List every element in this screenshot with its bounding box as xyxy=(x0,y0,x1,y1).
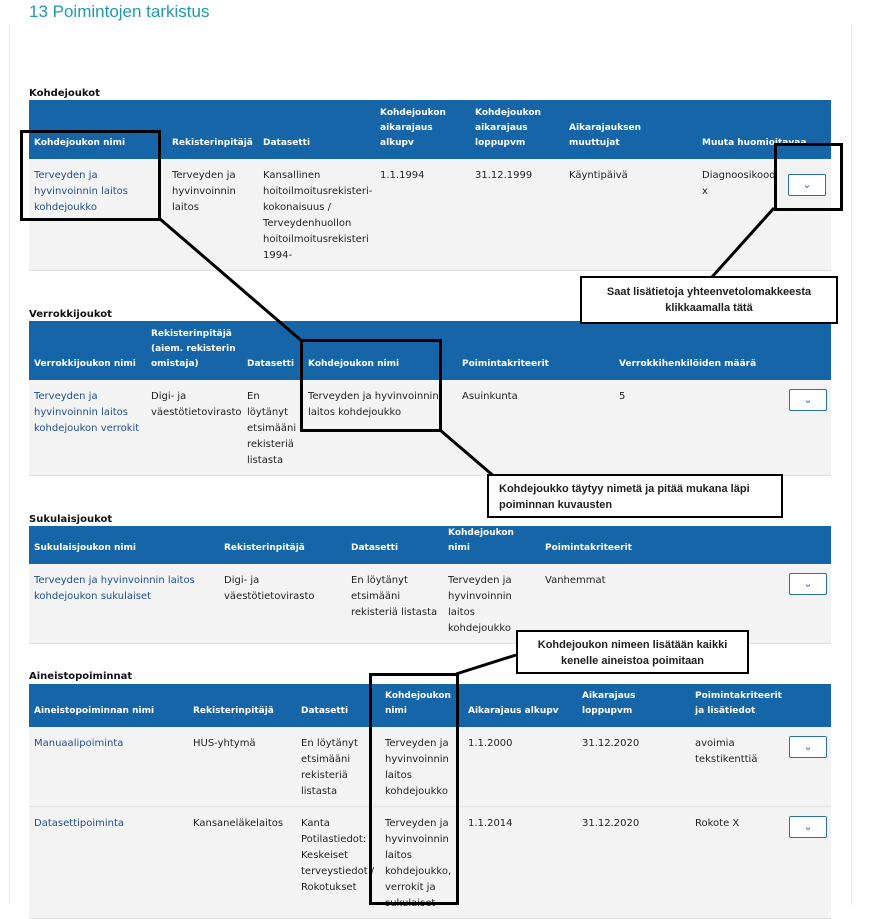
aineistopoiminta-name-link[interactable]: Datasettipoiminta xyxy=(29,807,188,919)
cell: En löytänyt etsimääni rekisteriä listasta xyxy=(296,727,380,807)
cell: 5 xyxy=(614,380,772,476)
col-header: Poimintakriteerit xyxy=(457,321,614,380)
cell: 31.12.2020 xyxy=(577,807,690,919)
col-header: Datasetti xyxy=(258,100,375,159)
annotation-note: Kohdejoukko täytyy nimetä ja pitää mukana läpi poiminnan kuvausten xyxy=(487,474,783,518)
col-header: Poimintakriteerit xyxy=(540,526,772,564)
highlight-box-kohdejoukon-nimi xyxy=(20,130,161,221)
col-header: Verrokkijoukon nimi xyxy=(29,321,146,380)
col-header: Kohdejoukon aikarajaus alkupv xyxy=(375,100,470,159)
col-header: Datasetti xyxy=(346,526,443,564)
cell: Vanhemmat xyxy=(540,564,772,644)
cell: 1.1.2000 xyxy=(463,727,577,807)
connector-line xyxy=(160,219,303,342)
kohdejoukko-name-link[interactable]: Terveyden ja hyvinvoinnin laitos kohdejoukko xyxy=(29,159,167,271)
cell: Terveyden ja hyvinvoinnin laitos kohdejoukko xyxy=(443,564,540,644)
cell: 31.12.2020 xyxy=(577,727,690,807)
col-header: Kohdejoukon nimi xyxy=(29,100,167,159)
col-header: Rekisterinpitäjä (aiem. rekisterin omistaja) xyxy=(146,321,242,380)
cell: Terveyden ja hyvinvoinnin laitos kohdejoukko xyxy=(380,727,463,807)
col-header: Kohdejoukon nimi xyxy=(303,321,457,380)
cell: Asuinkunta xyxy=(457,380,614,476)
col-header: Poimintakriteerit ja lisätiedot xyxy=(690,684,774,727)
col-header: Kohdejoukon nimi xyxy=(443,526,540,564)
cell-text: Diagnoosikood x xyxy=(702,170,776,197)
cell: En löytänyt etsimääni rekisteriä listasta xyxy=(346,564,443,644)
chevron-down-icon: ⌄ xyxy=(803,577,813,590)
cell: Terveyden ja hyvinvoinnin laitos kohdejoukko xyxy=(303,380,457,476)
cell: Digi- ja väestötietovirasto xyxy=(146,380,242,476)
page-title: 13 Poimintojen tarkistus xyxy=(29,2,210,21)
chevron-down-icon: ⌄ xyxy=(803,740,813,753)
col-header: Datasetti xyxy=(296,684,380,727)
col-header: Verrokkihenkilöiden määrä xyxy=(614,321,772,380)
section-title-verrokkijoukot: Verrokkijoukot xyxy=(29,309,112,320)
annotation-note: Kohdejoukon nimeen lisätään kaikki kenelle aineistoa poimitaan xyxy=(516,630,749,674)
highlight-box-verrokki-kohdejoukko xyxy=(300,339,442,432)
aineistopoiminta-name-link[interactable]: Manuaalipoiminta xyxy=(29,727,188,807)
cell: Terveyden ja hyvinvoinnin laitos xyxy=(167,159,258,271)
col-header: Kohdejoukon nimi xyxy=(380,684,463,727)
cell: Kanta Potilastiedot: Keskeiset terveystiedot / Rokotukset xyxy=(296,807,380,919)
cell: Terveyden ja hyvinvoinnin laitos kohdejoukko, verrokit ja sukulaiset xyxy=(380,807,463,919)
cell: 1.1.1994 xyxy=(375,159,470,271)
cell: 31.12.1999 xyxy=(470,159,564,271)
col-header: Aikarajauksen muuttujat xyxy=(564,100,697,159)
col-header: Muuta huomioitavaa xyxy=(697,100,831,159)
col-header: Sukulaisjoukon nimi xyxy=(29,526,219,564)
col-header: Rekisterinpitäjä xyxy=(167,100,258,159)
col-header: Kohdejoukon aikarajaus loppupvm xyxy=(470,100,564,159)
col-header: Aikarajaus alkupv xyxy=(463,684,577,727)
col-header: Aineistopoiminnan nimi xyxy=(29,684,188,727)
section-title-sukulaisjoukot: Sukulaisjoukot xyxy=(29,514,113,525)
section-title-aineistopoiminnat: Aineistopoiminnat xyxy=(29,671,133,682)
cell: Rokote X xyxy=(690,807,774,919)
highlight-box-aineisto-kohdejoukko xyxy=(369,673,459,905)
connector-line xyxy=(456,655,516,674)
cell: En löytänyt etsimääni rekisteriä listasta xyxy=(242,380,303,476)
highlight-box-expand xyxy=(774,143,843,211)
connector-line xyxy=(712,208,774,277)
section-title-kohdejoukot: Kohdejoukot xyxy=(29,88,100,99)
chevron-down-icon: ⌄ xyxy=(803,820,813,833)
col-header: Rekisterinpitäjä xyxy=(219,526,346,564)
cell: Digi- ja väestötietovirasto xyxy=(219,564,346,644)
cell: Kansaneläkelaitos xyxy=(188,807,296,919)
cell: Kansallinen hoitoilmoitusrekisteri-kokonaisuus / Terveydenhuollon hoitoilmoitusrekisteri 1994- xyxy=(258,159,375,271)
connector-line xyxy=(440,430,496,478)
cell: HUS-yhtymä xyxy=(188,727,296,807)
annotation-note: Saat lisätietoja yhteenvetolomakkeesta klikkaamalla tätä xyxy=(580,276,838,324)
cell: avoimia tekstikenttiä xyxy=(690,727,774,807)
chevron-down-icon: ⌄ xyxy=(802,178,812,191)
col-header: Datasetti xyxy=(242,321,303,380)
col-header: Aikarajaus loppupvm xyxy=(577,684,690,727)
chevron-down-icon: ⌄ xyxy=(803,393,813,406)
verrokkijoukko-name-link[interactable]: Terveyden ja hyvinvoinnin laitos kohdejoukon verrokit xyxy=(29,380,146,476)
cell: 1.1.2014 xyxy=(463,807,577,919)
cell: Käyntipäivä xyxy=(564,159,697,271)
sukulaisjoukko-name-link[interactable]: Terveyden ja hyvinvoinnin laitos kohdejoukon sukulaiset xyxy=(29,564,219,644)
col-header: Rekisterinpitäjä xyxy=(188,684,296,727)
